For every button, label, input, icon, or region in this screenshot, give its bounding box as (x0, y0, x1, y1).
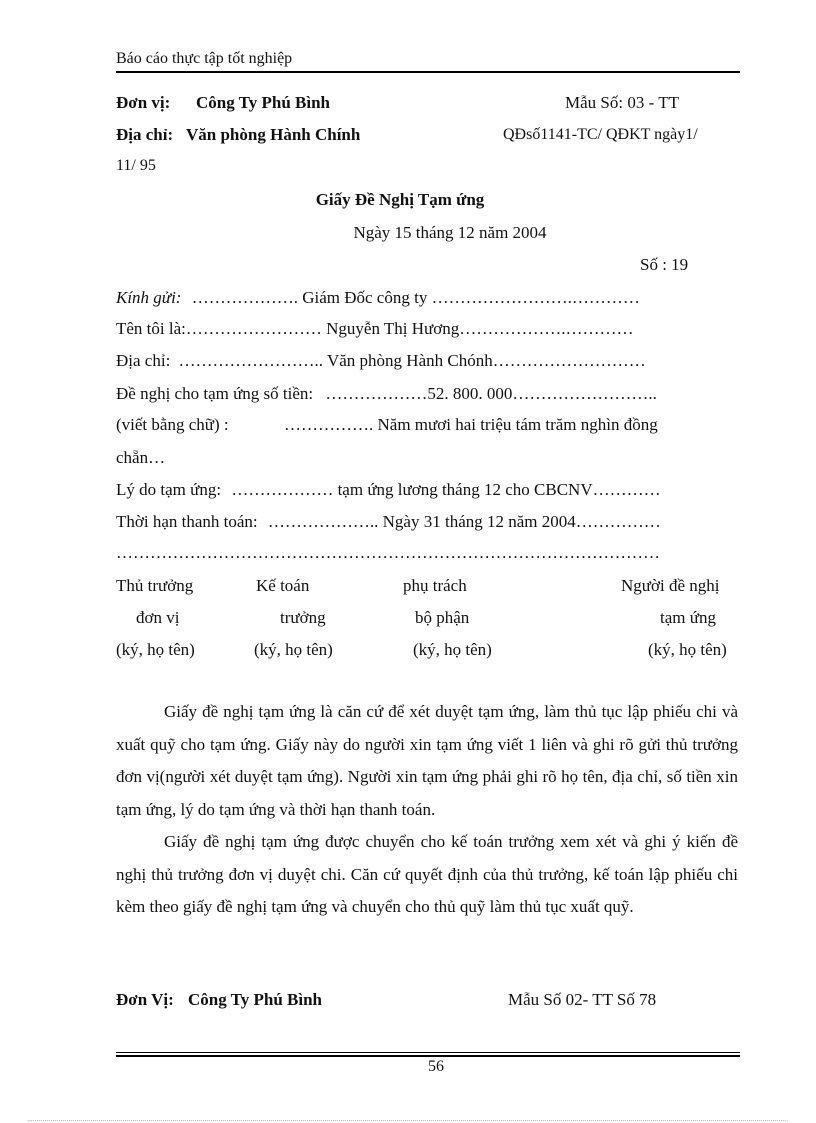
field-address (116, 351, 646, 371)
name-value: …………………… Nguyễn Thị Hương……………….………… (185, 319, 634, 338)
address-label: Địa chỉ: (116, 125, 174, 144)
recipient-label: Kính gửi: (116, 288, 182, 307)
words-label: (viết bằng chữ) : (116, 415, 229, 434)
decision-ref-cont: 11/ 95 (116, 157, 156, 174)
unit-value: Công Ty Phú Bình (196, 93, 331, 112)
form-date: Ngày 15 tháng 12 năm 2004 (353, 223, 547, 242)
footer-unit-value: Công Ty Phú Bình (188, 990, 323, 1009)
words-value: ……………. Năm mươi hai triệu tám trăm nghìn đồng (284, 415, 658, 434)
form-title: Giấy Đề Nghị Tạm ứng (315, 190, 485, 209)
addr-label: Địa chỉ: (116, 351, 171, 370)
sig-accountant-line2: trưởng (280, 608, 326, 627)
amount-value: ………………52. 800. 000…………………….. (325, 384, 657, 403)
term-label: Thời hạn thanh toán: (116, 512, 258, 531)
paragraph-2 (116, 826, 738, 924)
sig-dept-line3: (ký, họ tên) (413, 640, 492, 659)
field-recipient (116, 288, 640, 308)
paragraph-2-text: Giấy đề nghị tạm ứng được chuyển cho kế toán trưởng xem xét và ghi ý kiến đề nghị thủ trưởng đơn vị duyệt chi. Căn cứ quyết định của thủ trưởng, kế toán lập phiếu chi kèm theo giấy đề nghị tạm ứng và chuyển cho thủ quỹ làm thủ tục xuất quỹ. (116, 832, 738, 916)
sig-head-line2: đơn vị (136, 608, 180, 627)
sig-requester-line1: Người đề nghị (621, 576, 720, 595)
sig-accountant-line3: (ký, họ tên) (254, 640, 333, 659)
amount-label: Đề nghị cho tạm ứng số tiền: (116, 384, 314, 403)
field-reason (116, 480, 661, 500)
sig-dept-line2: bộ phận (415, 608, 470, 627)
addr-value: …………………….. Văn phòng Hành Chónh……………………… (178, 351, 646, 370)
words-value-cont: chẵn… (116, 448, 166, 467)
footer-form-number: Mẫu Số 02- TT Số 78 (508, 990, 657, 1009)
decision-ref: QĐsố1141-TC/ QĐKT ngày1/ (503, 126, 698, 143)
form-number: Mẫu Số: 03 - TT (565, 93, 679, 112)
header-rule (116, 71, 740, 73)
footer-rule-top (116, 1052, 740, 1053)
sig-requester-line2: tạm ứng (660, 608, 716, 627)
page-edge (28, 1120, 788, 1121)
sig-accountant-line1: Kế toán (256, 576, 310, 595)
sig-dept-line1: phụ trách (403, 576, 467, 595)
dots-line: …………………………………………………………………………………… (116, 543, 660, 562)
paragraph-1 (116, 696, 738, 826)
field-amount-words (116, 415, 229, 435)
page-number: 56 (428, 1058, 444, 1075)
sig-requester-line3: (ký, họ tên) (648, 640, 727, 659)
field-term (116, 512, 661, 532)
field-name (116, 319, 633, 339)
footer-unit-label: Đơn Vị: (116, 990, 174, 1009)
footer-rule-bottom (116, 1055, 740, 1057)
recipient-value: ………………. Giám Đốc công ty …………………….………… (191, 288, 640, 307)
reason-label: Lý do tạm ứng: (116, 480, 222, 499)
name-label: Tên tôi là: (116, 319, 186, 338)
reason-value: ……………… tạm ứng lương tháng 12 cho CBCNV………… (231, 480, 661, 499)
sig-head-line3: (ký, họ tên) (116, 640, 195, 659)
field-amount (116, 384, 657, 404)
header-title: Báo cáo thực tập tốt nghiệp (116, 50, 293, 67)
form-serial: Số : 19 (640, 255, 689, 274)
paragraph-1-text: Giấy đề nghị tạm ứng là căn cứ để xét duyệt tạm ứng, làm thủ tục lập phiếu chi và xuất quỹ cho tạm ứng. Giấy này do người xin tạm ứng viết 1 liên và ghi rõ gửi thủ trưởng đơn vị(người xét duyệt tạm ứng). Người xin tạm ứng phải ghi rõ họ tên, địa chỉ, số tiền xin tạm ứng, lý do tạm ứng và thời hạn thanh toán. (116, 702, 738, 819)
address-value: Văn phòng Hành Chính (186, 125, 361, 144)
term-value: ……………….. Ngày 31 tháng 12 năm 2004…………… (267, 512, 661, 531)
sig-head-line1: Thủ trưởng (116, 576, 194, 595)
unit-label: Đơn vị: (116, 93, 171, 112)
